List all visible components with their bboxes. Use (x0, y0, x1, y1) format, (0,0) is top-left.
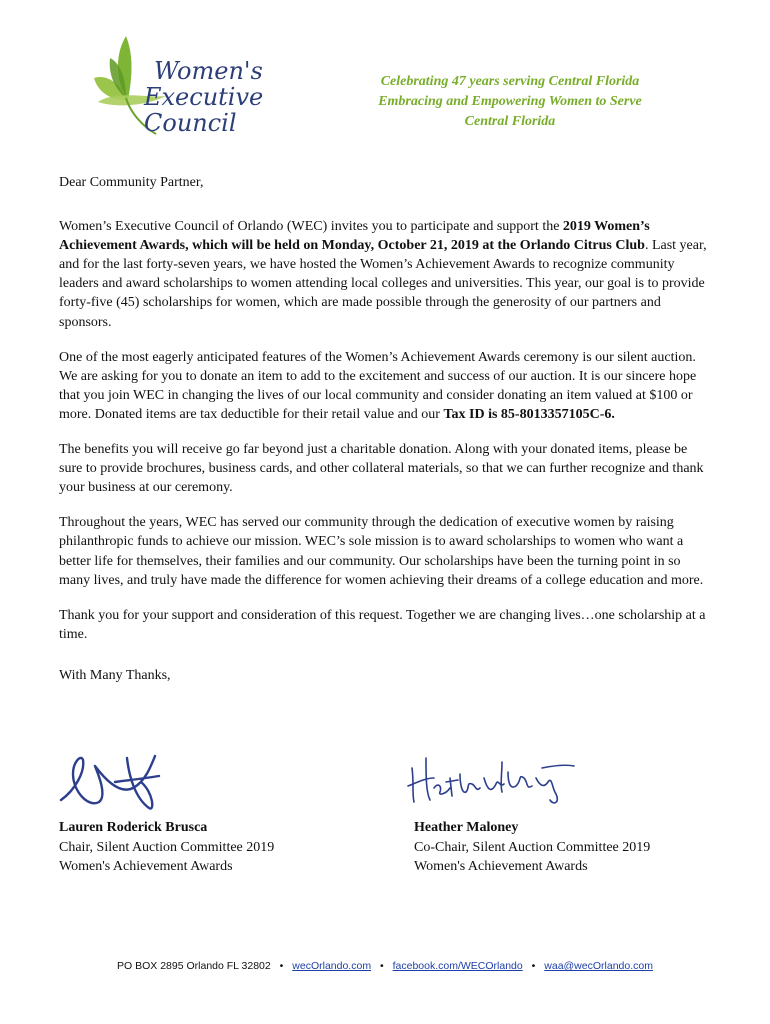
signer-title: Chair, Silent Auction Committee 2019 (59, 839, 275, 855)
p1-text-a: Women’s Executive Council of Orlando (WEC) invites you to participate and support the (59, 219, 563, 235)
footer-separator: • (379, 960, 384, 972)
logo-line-1: Women's (154, 57, 263, 85)
signature-brusca-icon (55, 752, 165, 814)
paragraph-mission: Throughout the years, WEC has served our community through the dedication of executive women by raising philanthropic funds to achieve our mission. WEC’s sole mission is to award scholarships to women who want a better life for themselves, their families and our community. Our scholarships have been the turning point in so many lives, and truly have made the difference for women achieving their dreams of a college education and more. (59, 515, 704, 588)
signature-maloney-icon (404, 748, 579, 808)
tagline (350, 72, 670, 132)
signer-block-chair (59, 818, 274, 877)
salutation: Dear Community Partner, (59, 175, 204, 190)
wec-logo (86, 34, 326, 136)
letter-body (59, 173, 707, 701)
p2-tax-id: Tax ID is 85-8013357105C-6. (443, 406, 615, 422)
closing: With Many Thanks, (59, 667, 171, 683)
signer-name: Lauren Roderick Brusca (59, 820, 208, 835)
p2-text-a: One of the most eagerly anticipated features of the Women’s Achievement Awards ceremony is our silent auction. We are asking for you to donate an item to add to the excitement and success of our auction. It is our sincere hope that you join WEC in changing the lives of our local community and consider donating an item valued at $100 or more. Donated items are tax deductible for their retail value and our (59, 349, 697, 422)
p1-text-c: . Last year, and for the last forty-seven years, we have hosted the Women’s Achievement Awards to recognize community leaders and award scholarships to women attending local colleges and universities. This year, our goal is to provide forty-five (45) scholarships for women, which are made possible through the generosity of our partners and sponsors. (59, 238, 707, 330)
footer-facebook-link[interactable]: facebook.com/WECOrlando (392, 960, 523, 972)
footer-separator: • (279, 960, 284, 972)
paragraph-auction (59, 348, 707, 424)
p1-event-details: 2019 Women’s Achievement Awards, which will be held on Monday, October 21, 2019 at the Orlando Citrus Club (59, 219, 650, 254)
footer-address: PO BOX 2895 Orlando FL 32802 (117, 960, 271, 972)
tagline-line-2: Embracing and Empowering Women to Serve (378, 94, 642, 109)
paragraph-invitation (59, 217, 707, 332)
logo-line-2: Executive Council (144, 83, 264, 137)
paragraph-thanks: Thank you for your support and consideration of this request. Together we are changing lives…one scholarship at a time. (59, 607, 706, 642)
paragraph-benefits: The benefits you will receive go far beyond just a charitable donation. Along with your donated items, please be sure to provide brochures, business cards, and other collateral materials, so that we can further recognize and thank your business at our ceremony. (59, 442, 704, 496)
signer-block-cochair (414, 818, 650, 877)
signer-title: Co-Chair, Silent Auction Committee 2019 (414, 839, 651, 855)
footer-website-link[interactable]: wecOrlando.com (292, 960, 372, 972)
signer-org: Women's Achievement Awards (59, 859, 233, 874)
footer-email-link[interactable]: waa@wecOrlando.com (544, 960, 653, 972)
logo-wordmark (144, 58, 326, 136)
tagline-line-3: Central Florida (464, 114, 556, 129)
signer-name: Heather Maloney (414, 820, 519, 835)
tagline-line-1: Celebrating 47 years serving Central Florida (380, 74, 640, 89)
signer-org: Women's Achievement Awards (414, 859, 588, 874)
footer-separator: • (531, 960, 536, 972)
footer-contact (0, 960, 770, 972)
